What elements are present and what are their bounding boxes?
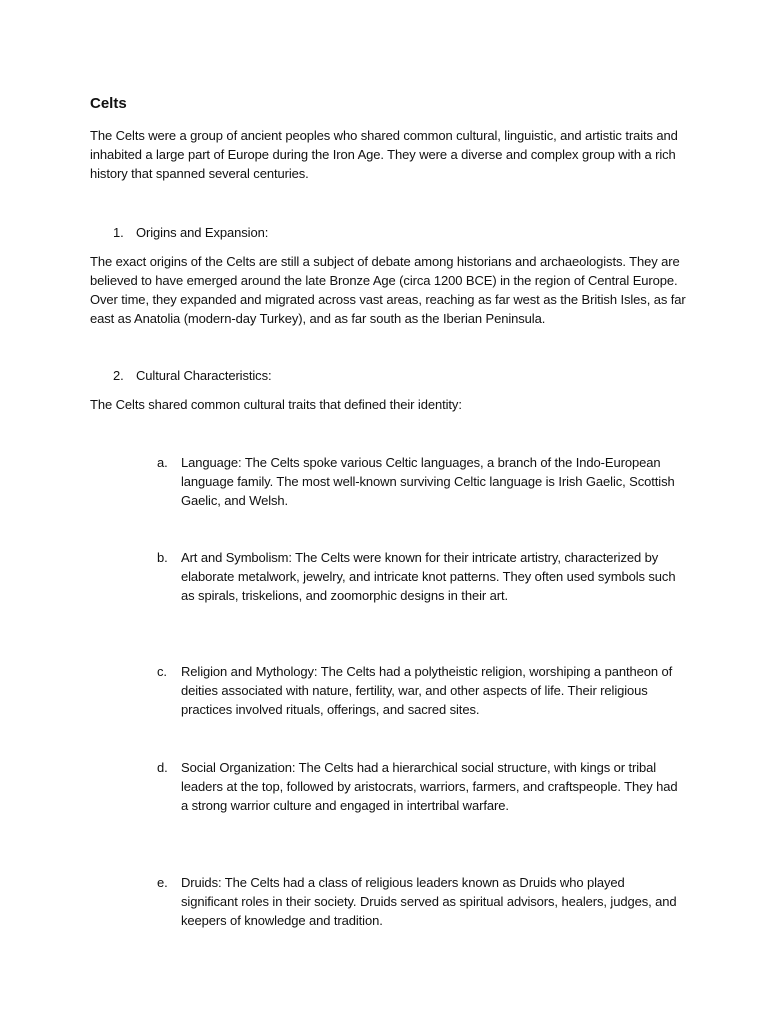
list-item-text: Social Organization: The Celts had a hierarchical social structure, with kings or tribal leaders at the top, followed by aristocrats, warriors, farmers, and craftspeople. They had a strong warrior culture and engaged in intertribal warfare. xyxy=(181,760,678,813)
section-number: 1. xyxy=(113,225,124,240)
intro-paragraph: The Celts were a group of ancient peoples who shared common cultural, linguistic, and artistic traits and inhabited a large part of Europe during the Iron Age. They were a diverse and complex group with a rich history that spanned several centuries. xyxy=(90,128,678,181)
section-heading-label: Cultural Characteristics: xyxy=(136,368,272,383)
list-item-text: Religion and Mythology: The Celts had a polytheistic religion, worshiping a pantheon of deities associated with nature, fertility, war, and other aspects of life. Their religious practices involved rituals, offerings, and sacred sites. xyxy=(181,664,673,717)
list-item-letter: c. xyxy=(157,664,167,679)
section-number: 2. xyxy=(113,368,124,383)
document-title: Celts xyxy=(90,95,127,112)
section-heading-label: Origins and Expansion: xyxy=(136,225,269,240)
list-item-text: Art and Symbolism: The Celts were known for their intricate artistry, characterized by elaborate metalwork, jewelry, and intricate knot patterns. They often used symbols such as spirals, triskelions, and zoomorphic designs in their art. xyxy=(181,550,676,603)
list-item-letter: b. xyxy=(157,550,168,565)
cultural-intro-paragraph: The Celts shared common cultural traits that defined their identity: xyxy=(90,397,462,412)
list-item-letter: e. xyxy=(157,875,168,890)
list-item-letter: d. xyxy=(157,760,168,775)
origins-paragraph: The exact origins of the Celts are still a subject of debate among historians and archaeologists. They are believed to have emerged around the late Bronze Age (circa 1200 BCE) in the region of Central Europe. Over time, they expanded and migrated across vast areas, reaching as far west as the British Isles, as far east as Anatolia (modern-day Turkey), and as far south as the Iberian Peninsula. xyxy=(90,254,686,326)
list-item-text: Druids: The Celts had a class of religious leaders known as Druids who played significant roles in their society. Druids served as spiritual advisors, healers, judges, and keepers of knowledge and tradition. xyxy=(181,875,677,928)
list-item-text: Language: The Celts spoke various Celtic languages, a branch of the Indo-European language family. The most well-known surviving Celtic language is Irish Gaelic, Scottish Gaelic, and Welsh. xyxy=(181,455,675,508)
list-item-letter: a. xyxy=(157,455,168,470)
